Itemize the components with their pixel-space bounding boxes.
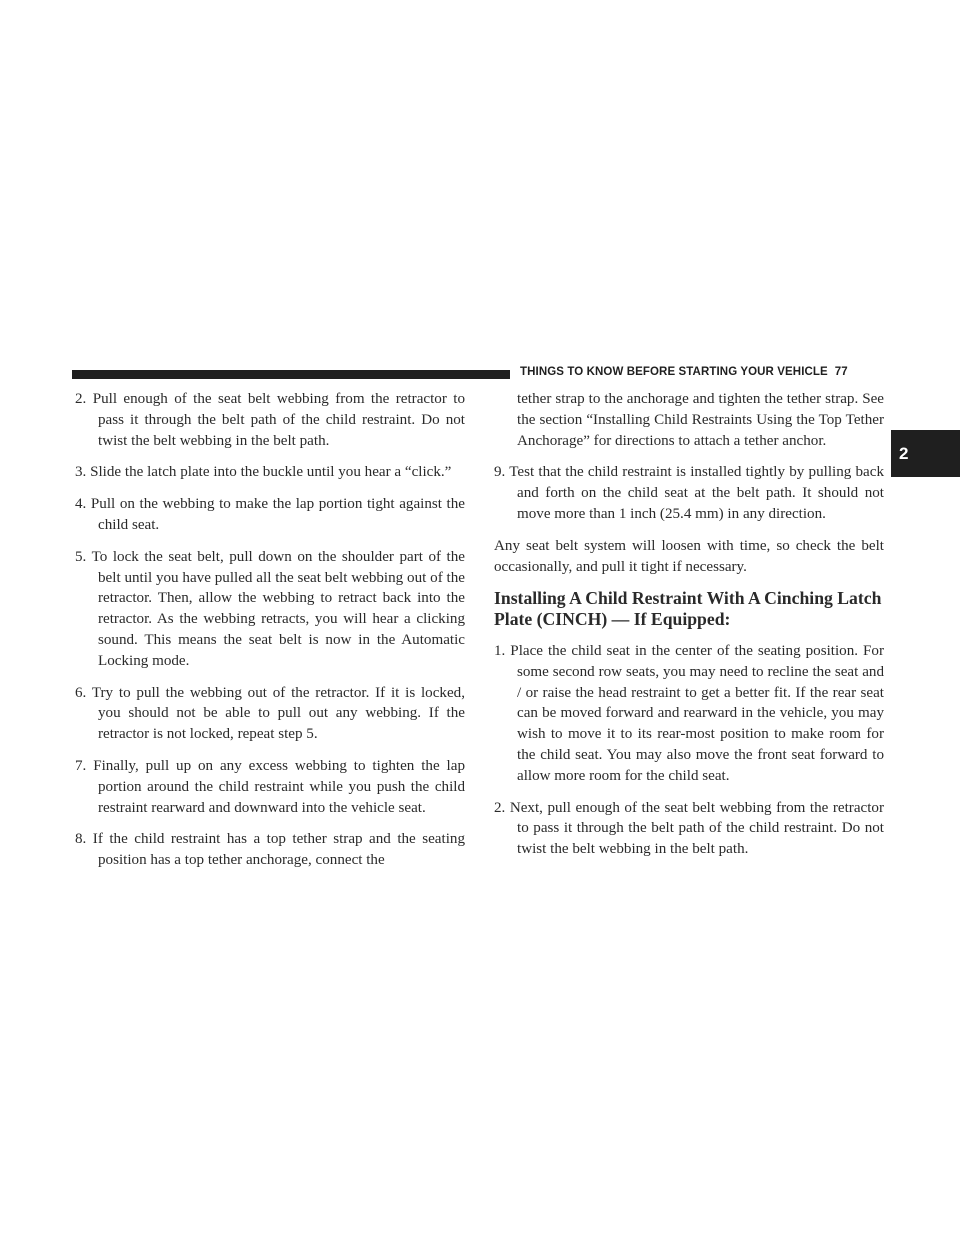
- step-3: 3. Slide the latch plate into the buckle until you hear a “click.”: [75, 464, 452, 481]
- page-number: 77: [834, 366, 848, 378]
- chapter-number: 2: [899, 443, 909, 463]
- step-5: 5. To lock the seat belt, pull down on the shoulder part of the belt until you have pulled all the seat belt webbing out of the retractor. Then, allow the webbing to retract back into the retractor. As the webbing retracts, you will hear a clicking sound. This means the seat belt is now in the Automatic Locking mode.: [75, 548, 465, 669]
- left-column: [75, 389, 465, 882]
- header-rule: [72, 370, 510, 379]
- cinch-step-1: 1. Place the child seat in the center of the seating position. For some second row seats, you may need to recline the seat and / or raise the head restraint to get a better fit. If the rear seat can be moved forward and rearward in the vehicle, you may wish to move it to its rear-most position to make room for the child seat. You may also move the front seat forward to allow more room for the child seat.: [494, 642, 884, 784]
- section-title: THINGS TO KNOW BEFORE STARTING YOUR VEHICLE: [520, 366, 828, 378]
- body-paragraph: Any seat belt system will loosen with time, so check the belt occasionally, and pull it tight if necessary.: [494, 537, 884, 575]
- step-4: 4. Pull on the webbing to make the lap portion tight against the child seat.: [75, 496, 465, 533]
- right-column: [494, 389, 884, 871]
- step-2: 2. Pull enough of the seat belt webbing from the retractor to pass it through the belt path of the child restraint. Do not twist the belt webbing in the belt path.: [75, 391, 465, 449]
- section-heading: Installing A Child Restraint With A Cinching Latch Plate (CINCH) — If Equipped:: [494, 588, 882, 630]
- running-header: [520, 366, 848, 378]
- step-7: 7. Finally, pull up on any excess webbing to tighten the lap portion around the child restraint while you push the child restraint rearward and downward into the vehicle seat.: [75, 757, 465, 816]
- step-6: 6. Try to pull the webbing out of the retractor. If it is locked, you should not be able to pull out any webbing. If the retractor is not locked, repeat step 5.: [75, 684, 465, 743]
- chapter-tab: [891, 430, 960, 477]
- step-9: 9. Test that the child restraint is installed tightly by pulling back and forth on the child seat at the belt path. It should not move more than 1 inch (25.4 mm) in any direction.: [494, 464, 884, 522]
- cinch-step-2: 2. Next, pull enough of the seat belt webbing from the retractor to pass it through the belt path of the child restraint. Do not twist the belt webbing in the belt path.: [494, 799, 884, 858]
- step-8-continuation: tether strap to the anchorage and tighten the tether strap. See the section “Installing Child Restraints Using the Top Tether Anchorage” for directions to attach a tether anchor.: [517, 391, 884, 449]
- step-8: 8. If the child restraint has a top tether strap and the seating position has a top tether anchorage, connect the: [75, 831, 465, 869]
